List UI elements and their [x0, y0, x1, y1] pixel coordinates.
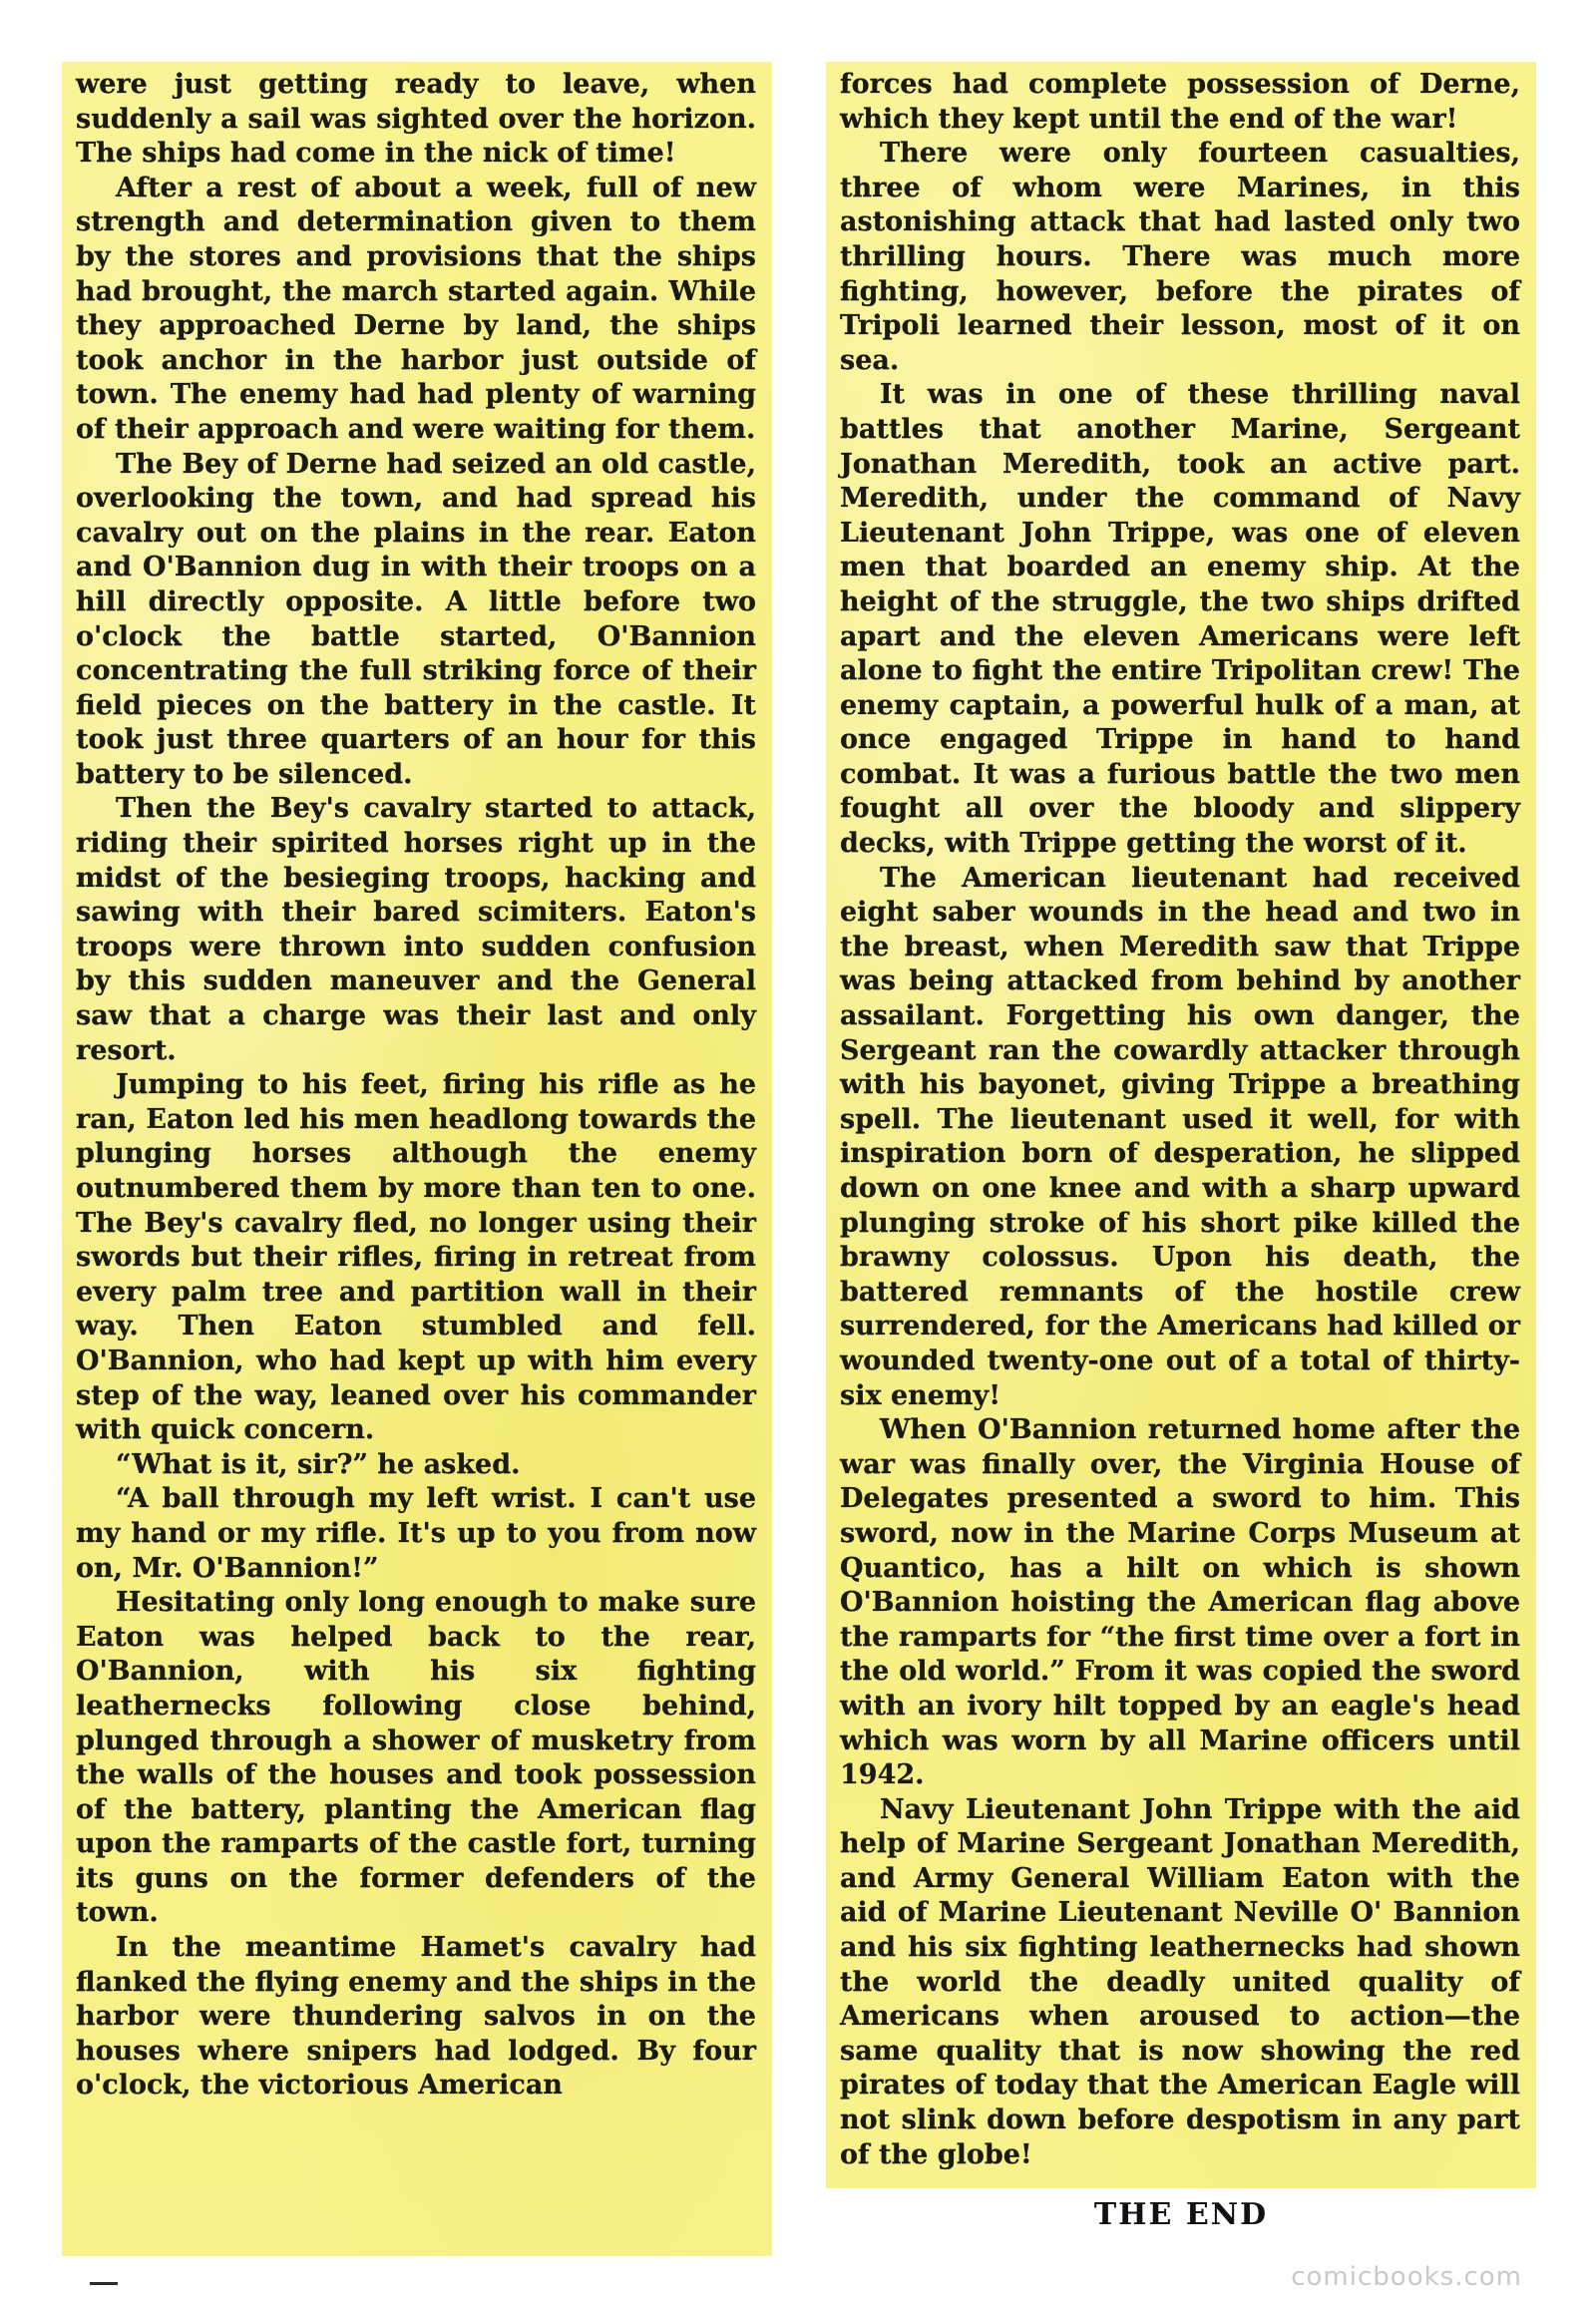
paragraph: After a rest of about a week, full of new strength and determination given to them by the stores and provisions that the ships had brought, the march started again. While they approached Derne by land, the ships took anchor in the harbor just outside of town. The enemy had had plenty of warning of their approach and were waiting for them. [76, 172, 756, 445]
paragraph: were just getting ready to leave, when suddenly a sail was sighted over the horizon. The ships had come in the nick of time! [76, 69, 756, 170]
paragraph: The Bey of Derne had seized an old castle, overlooking the town, and had spread his cavalry out on the plains in the rear. Eaton and O'Bannion dug in with their troops on a hill directly opposite. A little before two o'clock the battle started, O'Bannion concentrating the full striking force of their field pieces on the battery in the castle. It took just three quarters of an hour for this battery to be silenced. [76, 448, 756, 790]
paragraph: In the meantime Hamet's cavalry had flanked the flying enemy and the ships in the harbor were thundering salvos in on the houses where snipers had lodged. By four o'clock, the victorious American [76, 1932, 756, 2102]
paragraph: “A ball through my left wrist. I can't use my hand or my rifle. It's up to you from now on, Mr. O'Bannion!” [76, 1483, 756, 1584]
paragraph: It was in one of these thrilling naval battles that another Marine, Sergeant Jonathan Meredith, took an active part. Meredith, under the command of Navy Lieutenant John Trippe, was one of eleven men that boarded an enemy ship. At the height of the struggle, the two ships drifted apart and the eleven Americans were left alone to fight the entire Tripolitan crew! The enemy captain, a powerful hulk of a man, at once engaged Trippe in hand to hand combat. It was a furious battle the two men fought all over the bloody and slippery decks, with Trippe getting the worst of it. [840, 379, 1520, 860]
paragraph: Then the Bey's cavalry started to attack, riding their spirited horses right up in the midst of the besieging troops, hacking and sawing with their bared scimiters. Eaton's troops were thrown into sudden confusion by this sudden maneuver and the General saw that a charge was their last and only resort. [76, 793, 756, 1066]
the-end-label: THE END [1093, 2197, 1269, 2232]
paragraph: Jumping to his feet, firing his rifle as he ran, Eaton led his men headlong towards the plunging horses although the enemy outnumbered them by more than ten to one. The Bey's cavalry fled, no longer using their swords but their rifles, firing in retreat from every palm tree and partition wall in their way. Then Eaton stumbled and fell. O'Bannion, who had kept up with him every step of the way, leaned over his commander with quick concern. [76, 1069, 756, 1446]
watermark: comicbooks.com [1291, 2262, 1522, 2292]
paragraph: The American lieutenant had received eight saber wounds in the head and two in the breast, when Meredith saw that Trippe was being attacked from behind by another assailant. Forgetting his own danger, the Sergeant ran the cowardly attacker through with his bayonet, giving Trippe a breathing spell. The lieutenant used it well, for with inspiration born of desperation, he slipped down on one knee and with a sharp upward plunging stroke of his short pike killed the brawny colossus. Upon his death, the battered remnants of the hostile crew surrendered, for the Americans had killed or wounded twenty-one out of a total of thirty-six enemy! [840, 862, 1520, 1411]
right-text-column [826, 62, 1536, 2188]
paragraph: Hesitating only long enough to make sure Eaton was helped back to the rear, O'Bannion, with his six fighting leathernecks following close behind, plunged through a shower of musketry from the walls of the houses and took possession of the battery, planting the American flag upon the ramparts of the castle fort, turning its guns on the former defenders of the town. [76, 1587, 756, 1929]
left-text-column [62, 62, 772, 2256]
paragraph: forces had complete possession of Derne, which they kept until the end of the war! [840, 69, 1520, 135]
paragraph: “What is it, sir?” he asked. [116, 1448, 521, 1480]
paragraph: There were only fourteen casualties, three of whom were Marines, in this astonishing attack that had lasted only two thrilling hours. There was much more fighting, however, before the pirates of Tripoli learned their lesson, most of it on sea. [840, 138, 1520, 376]
paragraph: When O'Bannion returned home after the war was finally over, the Virginia House of Delegates presented a sword to him. This sword, now in the Marine Corps Museum at Quantico, has a hilt on which is shown O'Bannion hoisting the American flag above the ramparts for “the first time over a fort in the old world.” From it was copied the sword with an ivory hilt topped by an eagle's head which was worn by all Marine officers until 1942. [840, 1414, 1520, 1791]
paragraph: Navy Lieutenant John Trippe with the aid help of Marine Sergeant Jonathan Meredith, and Army General William Eaton with the aid of Marine Lieutenant Neville O' Bannion and his six fighting leathernecks had shown the world the deadly united quality of Americans when aroused to action—the same quality that is now showing the red pirates of today that the American Eagle will not slink down before despotism in any part of the globe! [840, 1793, 1520, 2170]
page-number-stub [90, 2282, 118, 2285]
